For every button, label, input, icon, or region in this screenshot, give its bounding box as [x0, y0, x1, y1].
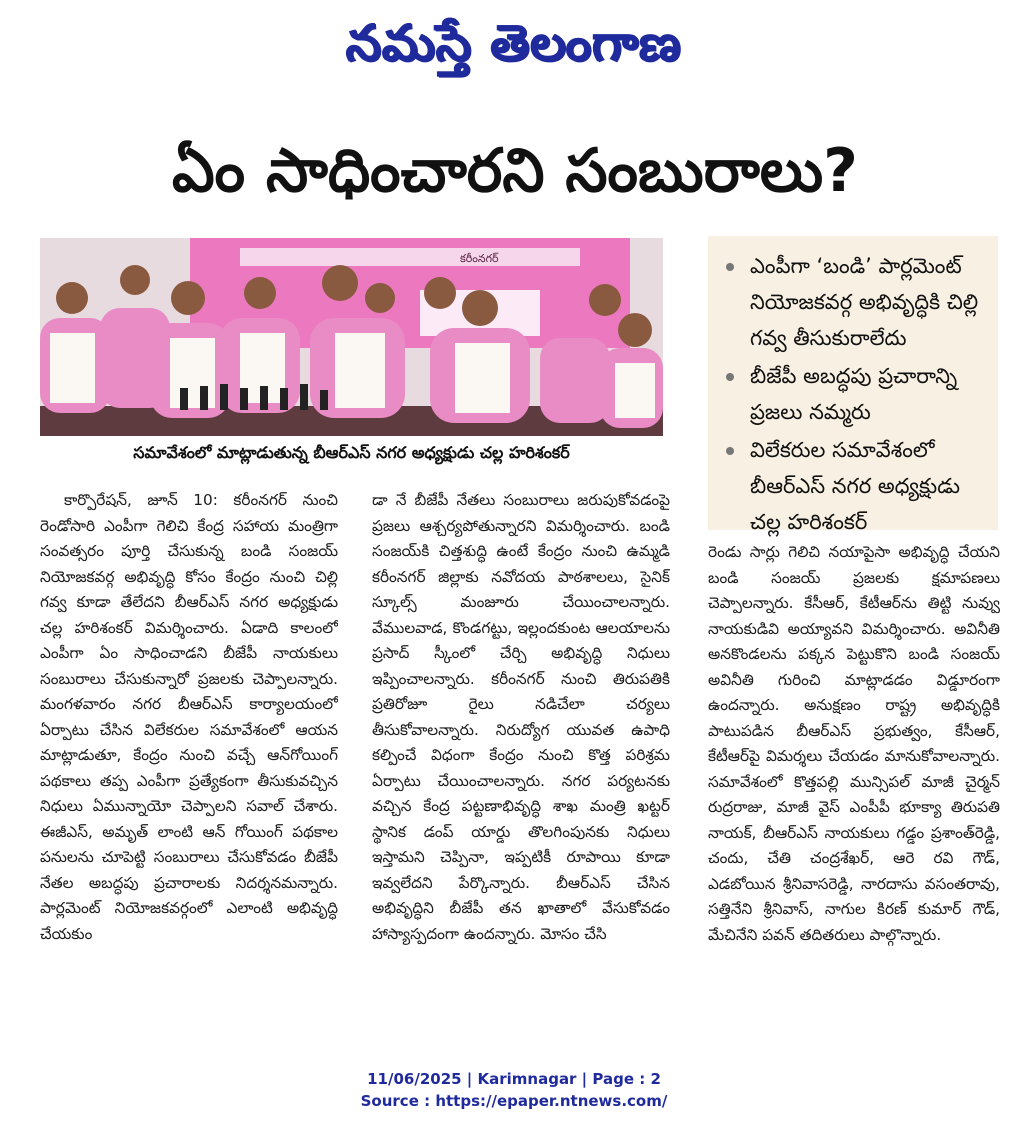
bullet-icon: [726, 373, 734, 381]
highlights-box: [708, 236, 998, 534]
source-link[interactable]: Source : https://epaper.ntnews.com/: [360, 1092, 668, 1110]
press-meet-photo: [40, 238, 663, 436]
highlight-item: [720, 248, 988, 356]
headline: ఏం సాధించారని సంబురాలు?: [171, 136, 858, 206]
article-column-2: డా నే బీజేపీ నేతలు సంబురాలు జరుపుకోవడంపై ప్రజలు ఆశ్చర్యపోతున్నారని విమర్శించారు. బండి సంజయ్‌కి చిత్తశుద్ధి ఉంటే కేంద్రం నుంచి ఉమ్మడి కరీంనగర్ జిల్లాకు నవోదయ పాఠశాలలు, సైనిక్ స్కూల్స్ మంజూరు చేయించాలన్నారు. వేములవాడ, కొండగట్టు, ఇల్లందకుంట ఆలయాలను ప్రసాద్ స్కీంలో చేర్చి అభివృద్ధి నిధులు ఇప్పించాలన్నారు. కరీంనగర్ నుంచి తిరుపతికి ప్రతిరోజూ రైలు నడిచేలా చర్యలు తీసుకోవాలన్నారు. నిరుద్యోగ యువత ఉపాధి కల్పించే విధంగా కేంద్రం నుంచి కొత్త పరిశ్రమ ఏర్పాటు చేయించాలన్నారు. నగర పర్యటనకు వచ్చిన కేంద్ర పట్టణాభివృద్ధి శాఖ మంత్రి ఖట్టర్ స్థానిక డంప్ యార్డు తొలగింపునకు నిధులు ఇస్తామని చెప్పినా, ఇప్పటికీ రూపాయి కూడా ఇవ్వలేదని పేర్కొన్నారు. బీఆర్ఎస్ చేసిన అభివృద్ధిని బీజేపీ తన ఖాతాలో వేసుకోవడం హాస్యాస్పదంగా ఉందన్నారు. మోసం చేసి: [372, 491, 670, 943]
highlight-item: [720, 358, 988, 430]
bullet-icon: [726, 447, 734, 455]
bullet-icon: [726, 263, 734, 271]
banner-text: కరీంనగర్: [460, 252, 499, 265]
photo-caption: సమావేశంలో మాట్లాడుతున్న బీఆర్ఎస్ నగర అధ్యక్షుడు చల్ల హరిశంకర్: [133, 443, 570, 462]
edition-info: 11/06/2025 | Karimnagar | Page : 2: [367, 1070, 661, 1088]
masthead-logo: నమస్తే తెలంగాణ: [346, 14, 682, 72]
highlight-text: విలేకరుల సమావేశంలో బీఆర్ఎస్ నగర అధ్యక్షుడు చల్ల హరిశంకర్: [750, 438, 960, 534]
highlight-item: [720, 432, 988, 540]
highlight-text: ఎంపీగా ‘బండి’ పార్లమెంట్ నియోజకవర్గ అభివృద్ధికి చిల్లి గవ్వ తీసుకురాలేదు: [750, 254, 979, 350]
article-column-3: రెండు సార్లు గెలిచి నయాపైసా అభివృద్ధి చేయని బండి సంజయ్ ప్రజలకు క్షమాపణలు చెప్పాలన్నారు. కేసీఆర్, కేటీఆర్‌ను తిట్టి నువ్వు నాయకుడివి అయ్యావని విమర్శించారు. అవినీతి అనకొండలను పక్కన పెట్టుకొని బండి సంజయ్ అవినీతి గురించి మాట్లాడడం విడ్డూరంగా ఉందన్నారు. అనుక్షణం రాష్ట్ర అభివృద్ధికి పాటుపడిన బీఆర్ఎస్ ప్రభుత్వం, కేసీఆర్, కేటీఆర్‌పై విమర్శలు చేయడం మానుకోవాలన్నారు. సమావేశంలో కొత్తపల్లి మున్సిపల్ మాజీ చైర్మన్ రుద్రరాజు, మాజీ వైస్ ఎంపీపీ భూక్యా తిరుపతి నాయక్, బీఆర్ఎస్ నాయకులు గడ్డం ప్రశాంత్‌రెడ్డి, చందు, చేతి చంద్రశేఖర్, ఆరె రవి గౌడ్, ఎడబోయిన శ్రీనివాసరెడ్డి, నారదాసు వసంతరావు, సత్తినేని శ్రీనివాస్, నాగుల కిరణ్ కుమార్ గౌడ్, మేచినేని పవన్ తదితరులు పాల్గొన్నారు.: [708, 543, 1000, 944]
highlight-text: బీజేపీ అబద్ధపు ప్రచారాన్ని ప్రజలు నమ్మరు: [750, 364, 958, 424]
source-footer: [300, 1068, 728, 1112]
article-column-1: కార్పొరేషన్, జూన్ 10: కరీంనగర్ నుంచి రెండోసారి ఎంపీగా గెలిచి కేంద్ర సహాయ మంత్రిగా సంవత్సరం పూర్తి చేసుకున్న బండి సంజయ్ నియోజకవర్గ అభివృద్ధి కోసం కేంద్రం నుంచి చిల్లి గవ్వ కూడా తేలేదని బీఆర్ఎస్ నగర అధ్యక్షుడు చల్ల హరిశంకర్ విమర్శించారు. ఏడాది కాలంలో ఎంపీగా ఏం సాధించాడని బీజేపీ నాయకులు సంబురాలు చేసుకున్నారో ప్రజలకు చెప్పాలన్నారు. మంగళవారం నగర బీఆర్ఎస్ కార్యాలయంలో ఏర్పాటు చేసిన విలేకరుల సమావేశంలో ఆయన మాట్లాడుతూ, కేంద్రం నుంచి వచ్చే ఆన్‌గోయింగ్ పథకాలు తప్ప ఎంపీగా ప్రత్యేకంగా తీసుకువచ్చిన నిధులు ఏమున్నాయో చెప్పాలని సవాల్ చేశారు. ఈజీఎస్, అమృత్ లాంటి ఆన్ గోయింగ్ పథకాల పనులను చూపెట్టి సంబురాలు చేసుకోవడం బీజేపీ నేతల అబద్ధపు ప్రచారాలకు నిదర్శనమన్నారు. పార్లమెంట్ నియోజకవర్గంలో ఎలాంటి అభివృద్ధి చేయకుం: [40, 491, 338, 943]
press-meet-illustration: [40, 238, 663, 436]
